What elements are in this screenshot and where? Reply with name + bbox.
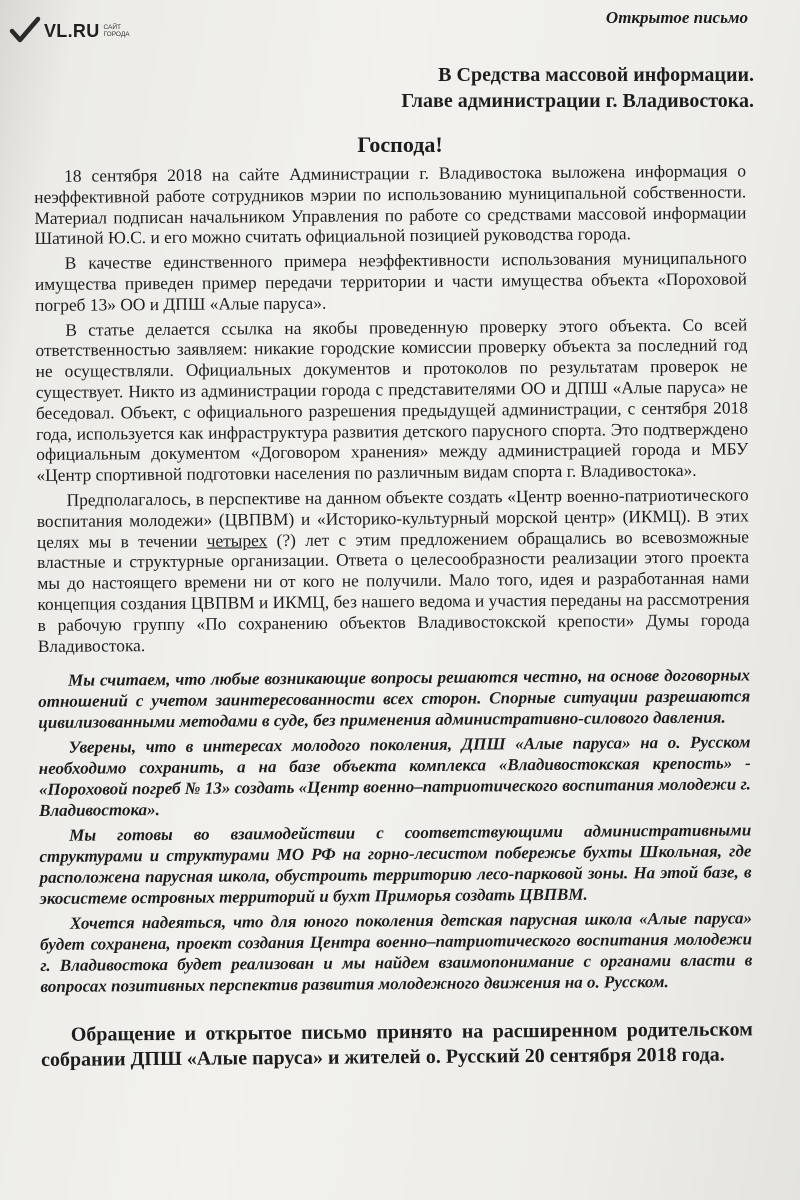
vl-ru-logo[interactable] — [8, 14, 134, 48]
resolution-block — [38, 665, 753, 998]
body-paragraph: В статье делается ссылка на якобы проведенную проверку этого объекта. Со всей ответственностью заявляем: никакие городские комиссии проверку объекта за последний год не осуществляли. Официальных документов и протоколов по результатам проверок не существует. Никто из администрации города с представителями ОО и ДПШ «Алые паруса» не беседовал. Объект, с официального разрешения предыдущей администрации, с сентября 2018 года, используется как инфраструктура развития детского парусного спорта. Это подтверждено официальным документом «Договором хранения» между администрацией города и МБУ «Центр спортивной подготовки населения по различным видам спорта г. Владивостока». — [35, 313, 749, 486]
italic-paragraph: Хочется надеяться, что для юного поколения детская парусная школа «Алые паруса» будет сохранена, проект создания Центра военно–патриотического воспитания молодежи г. Владивостока будет реализован и мы найдем взаимопонимание с органами власти в вопросах позитивных перспектив развития молодежного движения на о. Русском. — [40, 908, 753, 997]
checkmark-logo-icon — [8, 14, 42, 48]
logo-text: VL.RU — [44, 20, 100, 41]
body-paragraph: 18 сентября 2018 на сайте Администрации г. Владивостока выложена информация о неэффективной работе сотрудников мэрии по использованию муниципальной собственности. Материал подписан начальником Управления по работе со средствами массовой информации Шатиной Ю.С. и его можно считать официальной позицией руководства города. — [34, 160, 747, 249]
paragraph-text: (?) лет с этим предложением обращались во всевозможные властные и структурные организации. Ответа о целесообразности реализации этого проекта мы до настоящего времени ни от кого не получили. Мало того, идея и разработанная нами концепция создания ЦВПВМ и ИКМЦ, без нашего ведома и участия переданы на рассмотрения в рабочую группу «По сохранению объектов Владивостокской крепости» Думы города Владивостока. — [37, 525, 750, 656]
addressee-line-2: Главе администрации г. Владивостока. — [401, 90, 754, 112]
body-paragraph — [37, 484, 750, 656]
addressee-line-1: В Средства массовой информации. — [438, 64, 754, 86]
addressee-block — [234, 62, 754, 114]
letter-body — [34, 160, 753, 1073]
document-kicker: Открытое письмо — [605, 8, 748, 27]
greeting: Господа! — [357, 132, 443, 157]
italic-paragraph: Уверены, что в интересах молодого поколения, ДПШ «Алые паруса» на о. Русском необходимо сохранить, а на базе объекта комплекса «Владивостокская крепость» - «Пороховой погреб № 13» создать «Центр военно–патриотического воспитания молодежи г. Владивостока». — [38, 732, 751, 821]
logo-subtitle: САЙТ ГОРОДА — [103, 24, 130, 38]
body-paragraph: В качестве единственного примера неэффективности использования муниципального имущества приведен пример передачи территории и части имущества объекта «Пороховой погреб 13» ОО и ДПШ «Алые паруса». — [34, 247, 747, 315]
underlined-word: четырех — [206, 529, 268, 551]
italic-paragraph: Мы готовы во взаимодействии с соответствующими административными структурами и структурами МО РФ на горно-лесистом побережье бухты Школьная, где расположена парусная школа, обустроить территорию лесо-парковой зоны. На этой базе, в экосистеме островных территорий и бухт Приморья создать ЦВПВМ. — [39, 820, 752, 909]
closing-statement: Обращение и открытое письмо принято на расширенном родительском собрании ДПШ «Алые паруса» и жителей о. Русский 20 сентября 2018 года. — [40, 1018, 753, 1072]
paragraph-text: Предполагалось, в перспективе на данном объекте создать «Центр военно-патриотического воспитания молодежи» (ЦВПВМ) и «Историко-культурный морской центр» (ИКМЦ). В этих целях мы в течении — [36, 484, 749, 552]
italic-paragraph: Мы считаем, что любые возникающие вопросы решаются честно, на основе договорных отношений с учетом заинтересованности всех сторон. Спорные ситуации разрешаются цивилизованными методами в суде, без применения административно-силового давления. — [38, 665, 751, 733]
